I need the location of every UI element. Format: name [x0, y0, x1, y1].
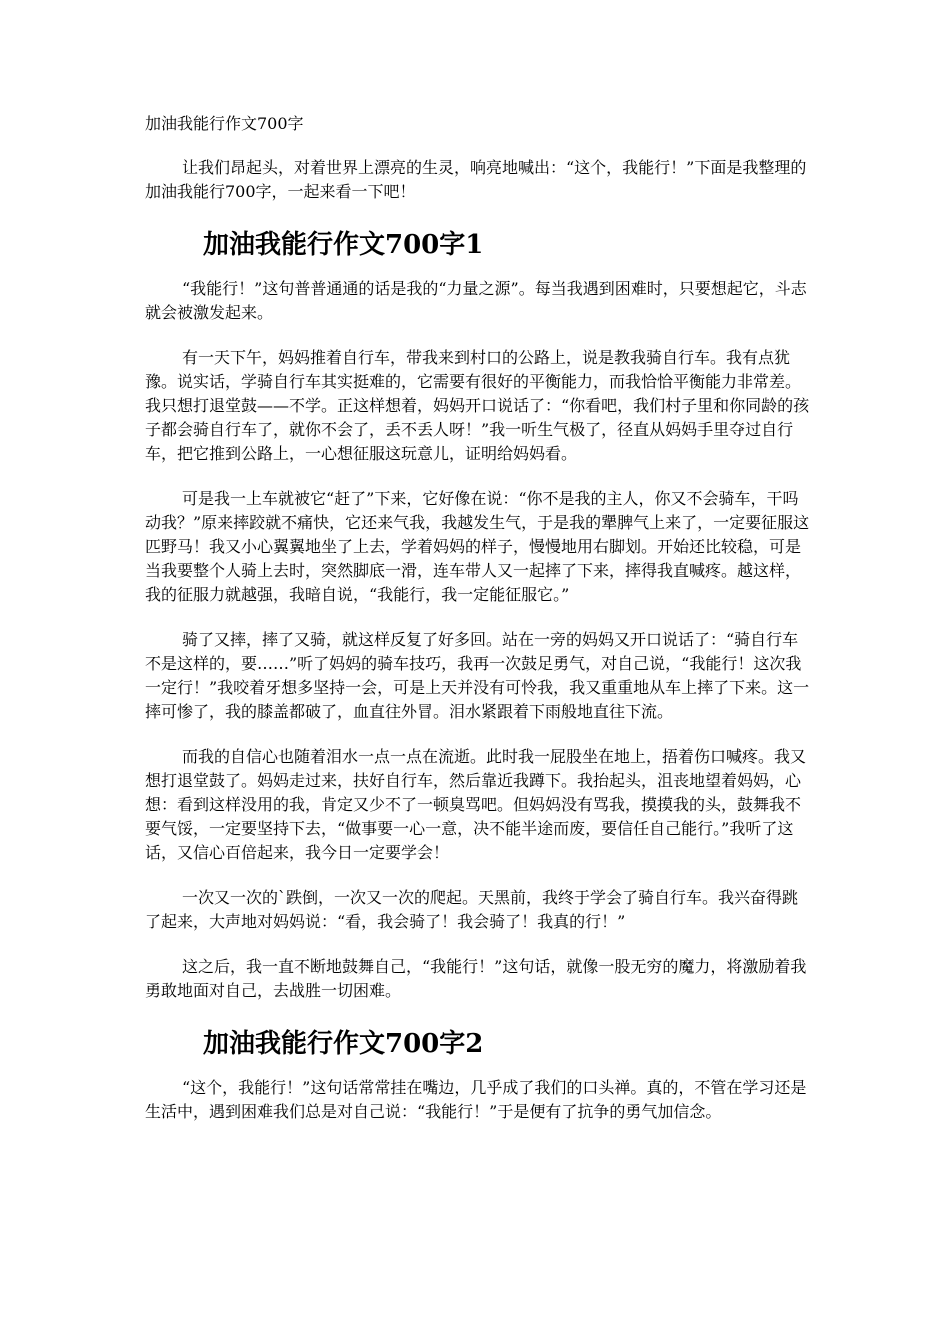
document-title: 加油我能行作文700字: [145, 114, 304, 133]
document-page: [145, 112, 813, 1145]
section-heading-2: 加油我能行作文700字2: [203, 1029, 484, 1059]
section-1-paragraph: 而我的自信心也随着泪水一点一点在流逝。此时我一屁股坐在地上，捂着伤口喊疼。我又想打退堂鼓了。妈妈走过来，扶好自行车，然后靠近我蹲下。我抬起头，沮丧地望着妈妈，心想：看到这样没用的我，肯定又少不了一顿臭骂吧。但妈妈没有骂我，摸摸我的头，鼓舞我不要气馁，一定要坚持下去，“做事要一心一意，决不能半途而废，要信任自己能行。”我听了这话，又信心百倍起来，我今日一定要学会！: [145, 747, 807, 862]
section-1-paragraph: 这之后，我一直不断地鼓舞自己，“我能行！”这句话，就像一股无穷的魔力，将激励着我勇敢地面对自己，去战胜一切困难。: [145, 957, 807, 1000]
section-2-paragraph: “这个，我能行！”这句话常常挂在嘴边，几乎成了我们的口头禅。真的，不管在学习还是生活中，遇到困难我们总是对自己说：“我能行！”于是便有了抗争的勇气加信念。: [145, 1078, 807, 1121]
intro-paragraph: 让我们昂起头，对着世界上漂亮的生灵，响亮地喊出：“这个，我能行！”下面是我整理的加油我能行700字，一起来看一下吧！: [145, 158, 807, 201]
section-1-paragraph: 有一天下午，妈妈推着自行车，带我来到村口的公路上，说是教我骑自行车。我有点犹豫。说实话，学骑自行车其实挺难的，它需要有很好的平衡能力，而我恰恰平衡能力非常差。我只想打退堂鼓——不学。正这样想着，妈妈开口说话了：“你看吧，我们村子里和你同龄的孩子都会骑自行车了，就你不会了，丢不丢人呀！”我一听生气极了，径直从妈妈手里夺过自行车，把它推到公路上，一心想征服这玩意儿，证明给妈妈看。: [145, 348, 810, 463]
section-1-paragraph: 骑了又摔，摔了又骑，就这样反复了好多回。站在一旁的妈妈又开口说话了：“骑自行车不是这样的，要……”听了妈妈的骑车技巧，我再一次鼓足勇气，对自己说，“我能行！这次我一定行！”我咬着牙想多坚持一会，可是上天并没有可怜我，我又重重地从车上摔了下来。这一摔可惨了，我的膝盖都破了，血直往外冒。泪水紧跟着下雨般地直往下流。: [145, 630, 810, 721]
section-heading-1: 加油我能行作文700字1: [203, 230, 484, 260]
section-1-paragraph: 一次又一次的`跌倒，一次又一次的爬起。天黑前，我终于学会了骑自行车。我兴奋得跳了起来，大声地对妈妈说：“看，我会骑了！我会骑了！我真的行！”: [145, 888, 799, 931]
section-1-paragraph: “我能行！”这句普普通通的话是我的“力量之源”。每当我遇到困难时，只要想起它，斗志就会被激发起来。: [145, 279, 807, 322]
section-1-paragraph: 可是我一上车就被它“赶了”下来，它好像在说：“你不是我的主人，你又不会骑车，干吗动我？”原来摔跤就不痛快，它还来气我，我越发生气，于是我的犟脾气上来了，一定要征服这匹野马！我又小心翼翼地坐了上去，学着妈妈的样子，慢慢地用右脚划。开始还比较稳，可是当我要整个人骑上去时，突然脚底一滑，连车带人又一起摔了下来，摔得我直喊疼。越这样，我的征服力就越强，我暗自说，“我能行，我一定能征服它。”: [145, 489, 810, 604]
